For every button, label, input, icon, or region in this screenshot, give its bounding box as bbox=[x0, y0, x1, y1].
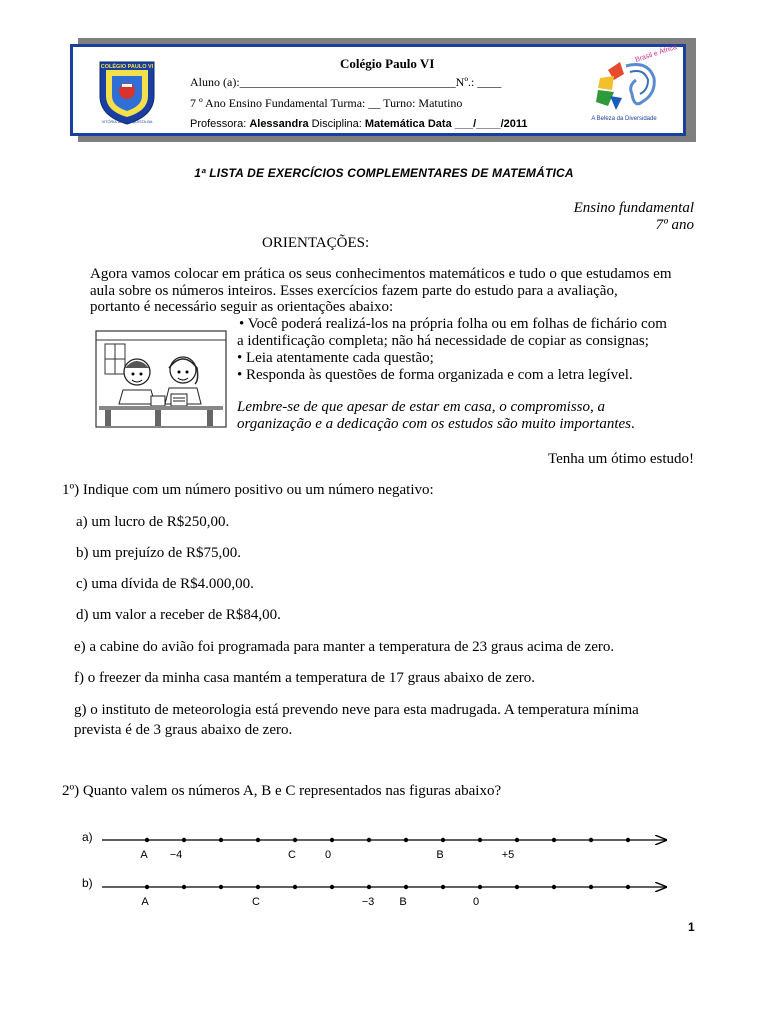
grade-line: 7 º Ano Ensino Fundamental Turma: __ Turno: Matutino bbox=[190, 96, 463, 110]
line-b-label: b) bbox=[82, 876, 93, 890]
student-line: Aluno (a):____________________________________Nº.: ____ bbox=[190, 75, 502, 89]
line-b-dot bbox=[145, 885, 149, 889]
intro-line-3: portanto é necessário seguir as orientações abaixo: bbox=[90, 299, 394, 315]
line-a-dot bbox=[515, 838, 519, 842]
line-b-dot bbox=[293, 885, 297, 889]
line-a-tick-A: A bbox=[140, 849, 148, 861]
line-a-dot bbox=[219, 838, 223, 842]
school-name: Colégio Paulo VI bbox=[340, 56, 435, 71]
intro-line-1: Agora vamos colocar em prática os seus conhecimentos matemáticos e tudo o que estudamos em bbox=[90, 266, 672, 282]
page-title: 1ª LISTA DE EXERCÍCIOS COMPLEMENTARES DE MATEMÁTICA bbox=[194, 166, 574, 180]
diversity-logo-icon bbox=[578, 43, 678, 126]
bullet-1-cont: a identificação completa; não há necessidade de copiar as consignas; bbox=[237, 333, 649, 349]
school-logo-bottom-text: VITÓRIA DA CONQUISTA-BA bbox=[101, 120, 153, 124]
teacher-label: Professora: bbox=[190, 118, 250, 130]
line-a-tick-0: 0 bbox=[324, 849, 332, 861]
line-b-dot bbox=[626, 885, 630, 889]
line-a-tick-C: C bbox=[288, 849, 296, 861]
line-b-dot bbox=[182, 885, 186, 889]
reminder-line-1: Lembre-se de que apesar de estar em casa, o compromisso, a bbox=[237, 399, 605, 415]
line-a-dot bbox=[552, 838, 556, 842]
line-a-label: a) bbox=[82, 830, 93, 844]
line-a-tick-minus4: −4 bbox=[169, 849, 183, 861]
school-logo-icon bbox=[92, 56, 162, 126]
intro-line-2: aula sobre os números inteiros. Esses exercícios fazem parte do estudo para a avaliação, bbox=[90, 283, 618, 299]
line-a-dot bbox=[145, 838, 149, 842]
line-b-tick-B: B bbox=[399, 896, 407, 908]
line-b-dot bbox=[478, 885, 482, 889]
q1-item-d: d) um valor a receber de R$84,00. bbox=[76, 607, 281, 623]
line-b-tick-0: 0 bbox=[472, 896, 480, 908]
line-a-dot bbox=[330, 838, 334, 842]
line-a-dot bbox=[478, 838, 482, 842]
line-a-dot bbox=[589, 838, 593, 842]
reminder-line-2-text: organização e a dedicação com os estudos são muito importantes bbox=[237, 416, 631, 432]
line-b-dot bbox=[515, 885, 519, 889]
closing-text: Tenha um ótimo estudo! bbox=[547, 451, 694, 467]
teacher-name: Alessandra bbox=[249, 118, 309, 130]
line-a-dot bbox=[293, 838, 297, 842]
page-number: 1 bbox=[688, 920, 695, 934]
teacher-line bbox=[190, 117, 528, 132]
line-b-dot bbox=[404, 885, 408, 889]
orientations-heading: ORIENTAÇÕES: bbox=[262, 235, 370, 251]
subject-label: Disciplina: bbox=[308, 118, 365, 130]
bullet-3: • Responda às questões de forma organizada e com a letra legível. bbox=[237, 367, 633, 383]
level-line-1: Ensino fundamental bbox=[573, 200, 694, 216]
q1-item-b: b) um prejuízo de R$75,00. bbox=[76, 545, 241, 561]
q1-item-g-cont: prevista é de 3 graus abaixo de zero. bbox=[74, 722, 293, 738]
line-a-tick-plus5: +5 bbox=[501, 849, 515, 861]
line-a-dot bbox=[404, 838, 408, 842]
bullet-2: • Leia atentamente cada questão; bbox=[237, 350, 434, 366]
reminder-end: . bbox=[631, 416, 635, 432]
line-a-tick-B: B bbox=[436, 849, 444, 861]
q1-item-e: e) a cabine do avião foi programada para manter a temperatura de 23 graus acima de zero. bbox=[74, 639, 615, 655]
number-lines bbox=[80, 822, 680, 912]
line-b-dot bbox=[256, 885, 260, 889]
line-a-dot bbox=[626, 838, 630, 842]
line-a-dot bbox=[256, 838, 260, 842]
line-a-dot bbox=[441, 838, 445, 842]
diversity-logo-top-text: Brasil e África bbox=[634, 43, 678, 64]
line-b-dot bbox=[589, 885, 593, 889]
line-b-dot bbox=[330, 885, 334, 889]
q1-prompt: 1º) Indique com um número positivo ou um número negativo: bbox=[62, 482, 434, 498]
line-a-dot bbox=[367, 838, 371, 842]
subject-name: Matemática Data ___/____/2011 bbox=[364, 118, 528, 130]
q1-item-g: g) o instituto de meteorologia está prevendo neve para esta madrugada. A temperatura mínima bbox=[74, 702, 639, 718]
q1-item-a: a) um lucro de R$250,00. bbox=[76, 514, 230, 530]
reminder-line-2 bbox=[237, 415, 635, 433]
line-a-dot bbox=[182, 838, 186, 842]
diversity-logo-bottom-text: A Beleza da Diversidade bbox=[591, 116, 657, 122]
line-b-dot bbox=[219, 885, 223, 889]
q1-item-c: c) uma dívida de R$4.000,00. bbox=[76, 576, 254, 592]
level-line-2: 7º ano bbox=[655, 217, 694, 233]
line-b-dot bbox=[552, 885, 556, 889]
line-b-dot bbox=[367, 885, 371, 889]
school-logo-arc-text: COLÉGIO PAULO VI bbox=[100, 64, 154, 70]
line-b-tick-A: A bbox=[141, 896, 149, 908]
students-illustration bbox=[95, 330, 227, 428]
line-b-tick-C: C bbox=[252, 896, 260, 908]
line-b-tick-minus3: −3 bbox=[361, 896, 375, 908]
bullet-1: • Você poderá realizá-los na própria folha ou em folhas de fichário com bbox=[239, 316, 667, 332]
line-b-dot bbox=[441, 885, 445, 889]
q1-item-f: f) o freezer da minha casa mantém a temperatura de 17 graus abaixo de zero. bbox=[74, 670, 536, 686]
q2-prompt: 2º) Quanto valem os números A, B e C representados nas figuras abaixo? bbox=[62, 783, 502, 799]
